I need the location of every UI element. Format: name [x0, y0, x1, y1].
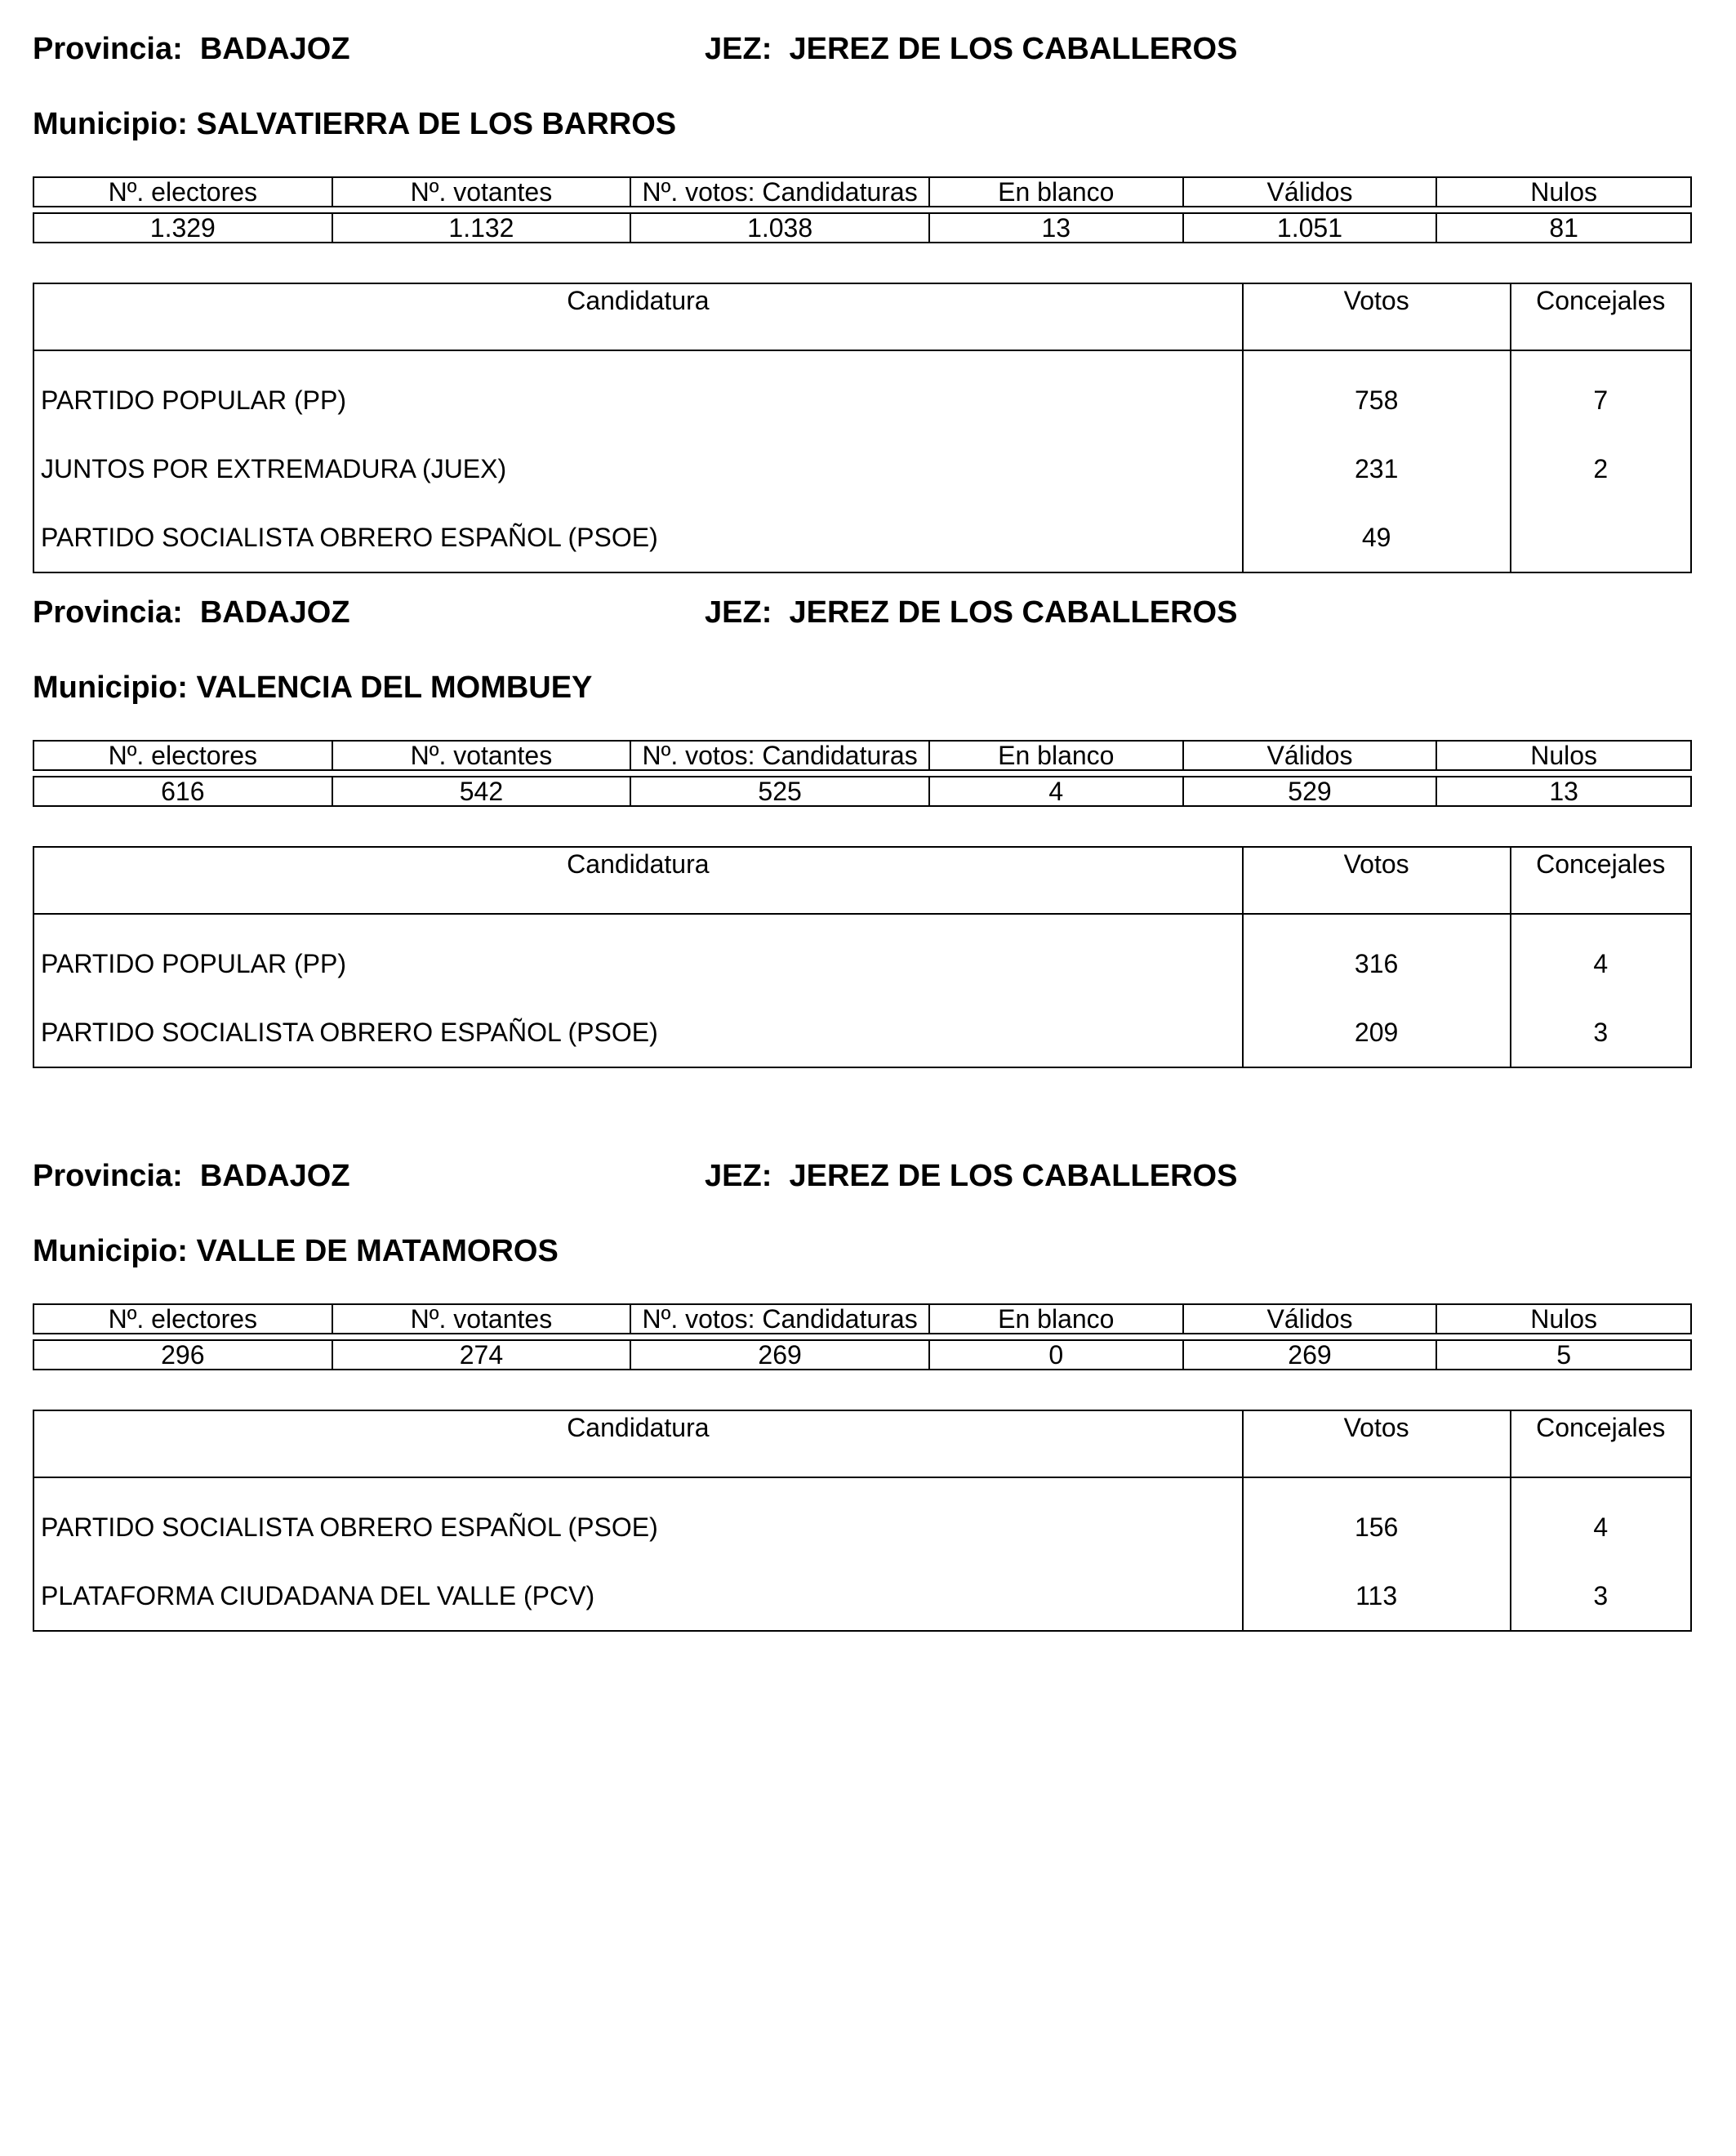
- stats-header-row: [33, 177, 1691, 207]
- provincia-value: BADAJOZ: [199, 32, 350, 66]
- stats-value-cell: 81: [1436, 213, 1691, 243]
- candidatura-name: PARTIDO POPULAR (PP): [41, 948, 346, 978]
- candidatura-row: [33, 503, 1691, 572]
- jez-value: JEREZ DE LOS CABALLEROS: [789, 595, 1238, 630]
- candidatura-concejales: 4: [1511, 929, 1691, 998]
- stats-header-cell: Nulos: [1436, 177, 1691, 207]
- candidatura-votos: 209: [1243, 998, 1511, 1067]
- candidatura-header: Candidatura: [33, 1410, 1243, 1477]
- provincia-line: [33, 588, 350, 637]
- municipio-line: [33, 100, 676, 149]
- stats-header-cell: Nº. votos: Candidaturas: [630, 741, 929, 770]
- candidaturas-table: [33, 1410, 1692, 1632]
- stats-value-row: [33, 777, 1691, 806]
- candidatura-votos: 758: [1243, 366, 1511, 434]
- concejales-header: Concejales: [1511, 847, 1691, 914]
- candidatura-name: JUNTOS POR EXTREMADURA (JUEX): [41, 453, 507, 483]
- stats-header-cell: Nº. votantes: [332, 1304, 631, 1334]
- jez-line: [705, 1152, 1237, 1200]
- municipio-line: [33, 663, 592, 712]
- municipio-line: [33, 1227, 559, 1276]
- jez-label: JEZ:: [705, 595, 772, 630]
- municipio-value: SALVATIERRA DE LOS BARROS: [196, 107, 677, 141]
- candidatura-row: [33, 929, 1691, 998]
- stats-header-cell: Nº. electores: [33, 1304, 332, 1334]
- stats-value-cell: 274: [332, 1340, 631, 1370]
- stats-header-cell: Válidos: [1183, 1304, 1437, 1334]
- provincia-label: Provincia:: [33, 32, 183, 66]
- stats-header-cell: Válidos: [1183, 177, 1437, 207]
- stats-header-cell: En blanco: [929, 1304, 1183, 1334]
- stats-value-row: [33, 1340, 1691, 1370]
- votos-header: Votos: [1243, 1410, 1511, 1477]
- municipio-label: Municipio:: [33, 670, 188, 705]
- concejales-header: Concejales: [1511, 283, 1691, 350]
- jez-label: JEZ:: [705, 1159, 772, 1193]
- stats-value-cell: 13: [929, 213, 1183, 243]
- candidatura-name: PARTIDO SOCIALISTA OBRERO ESPAÑOL (PSOE): [41, 522, 658, 552]
- header-line: [33, 588, 1692, 637]
- municipio-value: VALENCIA DEL MOMBUEY: [196, 670, 593, 705]
- votos-header: Votos: [1243, 283, 1511, 350]
- jez-value: JEREZ DE LOS CABALLEROS: [789, 32, 1238, 66]
- stats-header-cell: Nº. votantes: [332, 177, 631, 207]
- candidatura-row: [33, 998, 1691, 1067]
- stats-value-cell: 525: [630, 777, 929, 806]
- stats-value-cell: 4: [929, 777, 1183, 806]
- stats-header-cell: En blanco: [929, 177, 1183, 207]
- stats-header-cell: En blanco: [929, 741, 1183, 770]
- jez-value: JEREZ DE LOS CABALLEROS: [789, 1159, 1238, 1193]
- provincia-line: [33, 24, 350, 74]
- jez-line: [705, 24, 1237, 74]
- municipio-value: VALLE DE MATAMOROS: [196, 1234, 559, 1268]
- candidatura-votos: 113: [1243, 1561, 1511, 1631]
- stats-table: [33, 740, 1692, 807]
- header-line: [33, 24, 1692, 74]
- stats-value-cell: 616: [33, 777, 332, 806]
- candidatura-concejales: 3: [1511, 998, 1691, 1067]
- stats-header-cell: Válidos: [1183, 741, 1437, 770]
- municipio-label: Municipio:: [33, 107, 188, 141]
- stats-table: [33, 1303, 1692, 1370]
- provincia-label: Provincia:: [33, 595, 183, 630]
- candidatura-name: PLATAFORMA CIUDADANA DEL VALLE (PCV): [41, 1580, 595, 1610]
- stats-header-row: [33, 1304, 1691, 1334]
- stats-header-row: [33, 741, 1691, 770]
- stats-value-cell: 269: [1183, 1340, 1437, 1370]
- candidatura-concejales: [1511, 503, 1691, 572]
- candidatura-row: [33, 1493, 1691, 1561]
- candidatura-concejales: 7: [1511, 366, 1691, 434]
- stats-value-cell: 542: [332, 777, 631, 806]
- candidatura-row: [33, 1561, 1691, 1631]
- candidatura-row: [33, 434, 1691, 503]
- jez-line: [705, 588, 1237, 637]
- candidaturas-header-row: [33, 283, 1691, 350]
- stats-header-cell: Nulos: [1436, 1304, 1691, 1334]
- candidatura-votos: 231: [1243, 434, 1511, 503]
- stats-value-cell: 1.132: [332, 213, 631, 243]
- stats-value-cell: 1.329: [33, 213, 332, 243]
- candidaturas-header-row: [33, 847, 1691, 914]
- stats-value-row: [33, 213, 1691, 243]
- candidatura-header: Candidatura: [33, 847, 1243, 914]
- concejales-header: Concejales: [1511, 1410, 1691, 1477]
- municipio-label: Municipio:: [33, 1234, 188, 1268]
- candidatura-name: PARTIDO SOCIALISTA OBRERO ESPAÑOL (PSOE): [41, 1512, 658, 1542]
- provincia-value: BADAJOZ: [199, 1159, 350, 1193]
- candidatura-concejales: 4: [1511, 1493, 1691, 1561]
- candidatura-votos: 49: [1243, 503, 1511, 572]
- stats-header-cell: Nulos: [1436, 741, 1691, 770]
- stats-table: [33, 176, 1692, 243]
- jez-label: JEZ:: [705, 32, 772, 66]
- candidatura-name: PARTIDO SOCIALISTA OBRERO ESPAÑOL (PSOE): [41, 1017, 658, 1047]
- stats-header-cell: Nº. electores: [33, 177, 332, 207]
- candidaturas-header-row: [33, 1410, 1691, 1477]
- stats-header-cell: Nº. votantes: [332, 741, 631, 770]
- candidatura-name: PARTIDO POPULAR (PP): [41, 385, 346, 415]
- stats-value-cell: 5: [1436, 1340, 1691, 1370]
- candidaturas-table: [33, 283, 1692, 573]
- provincia-value: BADAJOZ: [199, 595, 350, 630]
- provincia-label: Provincia:: [33, 1159, 183, 1193]
- stats-value-cell: 296: [33, 1340, 332, 1370]
- candidatura-row: [33, 366, 1691, 434]
- stats-value-cell: 529: [1183, 777, 1437, 806]
- candidatura-concejales: 2: [1511, 434, 1691, 503]
- candidatura-votos: 156: [1243, 1493, 1511, 1561]
- stats-value-cell: 0: [929, 1340, 1183, 1370]
- stats-header-cell: Nº. electores: [33, 741, 332, 770]
- stats-header-cell: Nº. votos: Candidaturas: [630, 1304, 929, 1334]
- stats-value-cell: 269: [630, 1340, 929, 1370]
- candidatura-votos: 316: [1243, 929, 1511, 998]
- stats-value-cell: 1.051: [1183, 213, 1437, 243]
- candidatura-concejales: 3: [1511, 1561, 1691, 1631]
- votos-header: Votos: [1243, 847, 1511, 914]
- header-line: [33, 1152, 1692, 1200]
- stats-header-cell: Nº. votos: Candidaturas: [630, 177, 929, 207]
- candidaturas-table: [33, 846, 1692, 1068]
- candidatura-header: Candidatura: [33, 283, 1243, 350]
- stats-value-cell: 1.038: [630, 213, 929, 243]
- provincia-line: [33, 1152, 350, 1200]
- stats-value-cell: 13: [1436, 777, 1691, 806]
